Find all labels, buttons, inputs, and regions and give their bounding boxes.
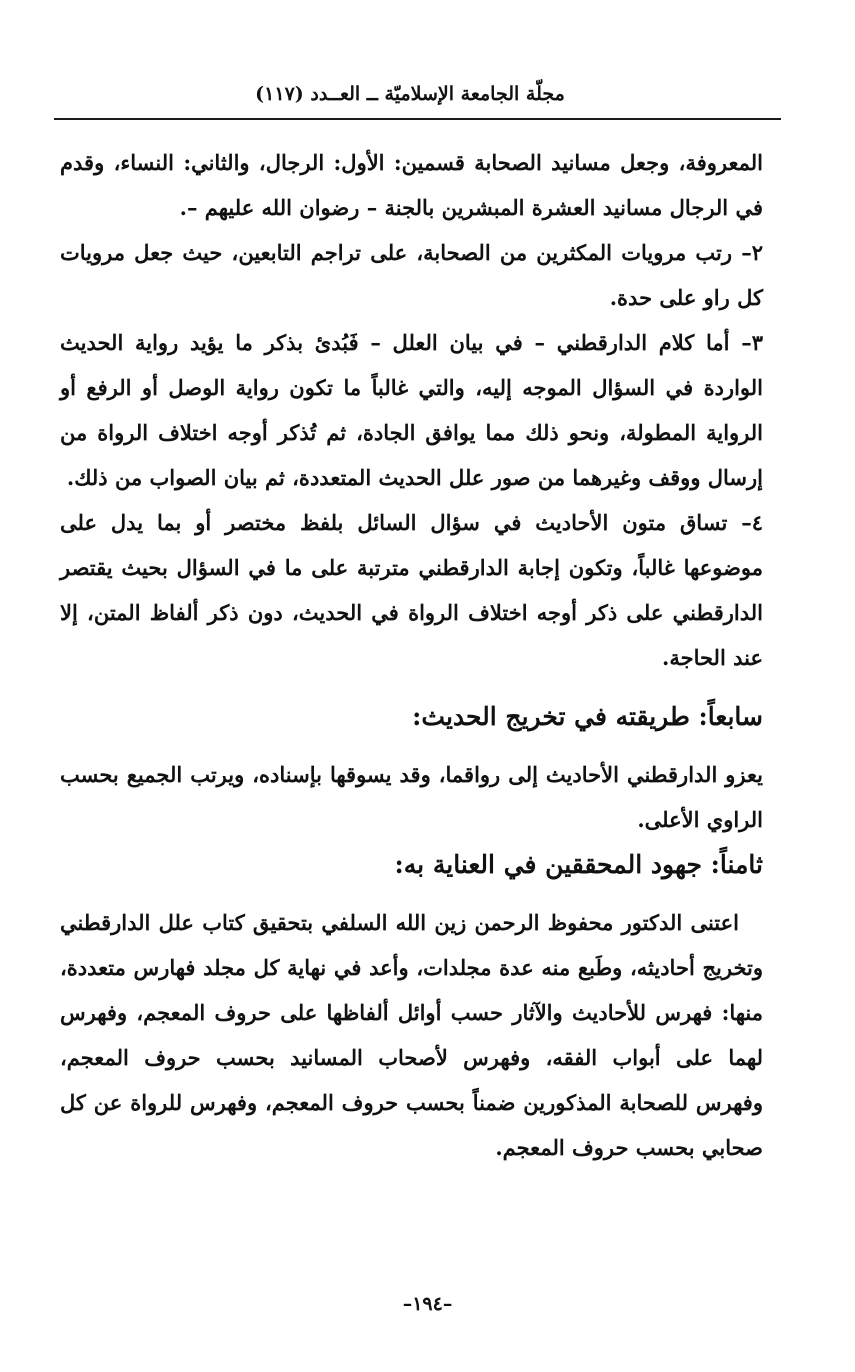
paragraph-2: ٢– رتب مرويات المكثرين من الصحابة، على تراجم التابعين، حيث جعل مرويات كل راو على حدة. [60, 240, 763, 310]
paragraph-4: ٤– تساق متون الأحاديث في سؤال السائل بلفظ مختصر أو بما يدل على موضوعها غالباً، وتكون إجابة الدارقطني مترتبة على ما في السؤال بحيث يقتصر الدارقطني على ذكر أوجه اختلاف الرواة في الحديث، دون ذكر ألفاظ المتن، إلا عند الحاجة. [60, 510, 763, 670]
section-heading-8: ثامناً: جهود المحققين في العناية به: [394, 850, 763, 879]
running-header: مجلّة الجامعة الإسلاميّة ــ العــدد (١١٧) [255, 83, 565, 105]
section-8-text: اعتنى الدكتور محفوظ الرحمن زين الله السلفي بتحقيق كتاب علل الدارقطني وتخريج أحاديثه، وطَبع منه عدة مجلدات، وأعد في نهاية كل مجلد فهارس متعددة، منها: فهرس للأحاديث والآثار حسب أوائل ألفاظها على حروف المعجم، وفهرس لهما على أبواب الفقه، وفهرس لأصحاب المسانيد بحسب حروف المعجم، وفهرس للصحابة المذكورين ضمناً بحسب حروف المعجم، وفهرس للرواة عن كل صحابي بحسب حروف المعجم. [60, 910, 763, 1160]
section-heading-7: سابعاً: طريقته في تخريج الحديث: [412, 702, 763, 731]
paragraph-3: ٣– أما كلام الدارقطني – في بيان العلل – فَبُدئ بذكر ما يؤيد رواية الحديث الواردة في السؤال الموجه إليه، والتي غالباً ما تكون رواية الوصل أو الرفع أو الرواية المطولة، ونحو ذلك مما يوافق الجادة، ثم تُذكر أوجه اختلاف الرواة من إرسال ووقف وغيرهما من صور علل الحديث المتعددة، ثم بيان الصواب من ذلك. [60, 330, 763, 490]
page-number: –١٩٤– [402, 1293, 453, 1315]
body-text [60, 140, 763, 1170]
header-rule [54, 118, 781, 120]
paragraph-1: المعروفة، وجعل مسانيد الصحابة قسمين: الأول: الرجال، والثاني: النساء، وقدم في الرجال مسانيد العشرة المبشرين بالجنة – رضوان الله عليهم –. [60, 150, 763, 220]
section-7-text: يعزو الدارقطني الأحاديث إلى رواقما، وقد يسوقها بإسناده، ويرتب الجميع بحسب الراوي الأعلى. [60, 762, 763, 832]
